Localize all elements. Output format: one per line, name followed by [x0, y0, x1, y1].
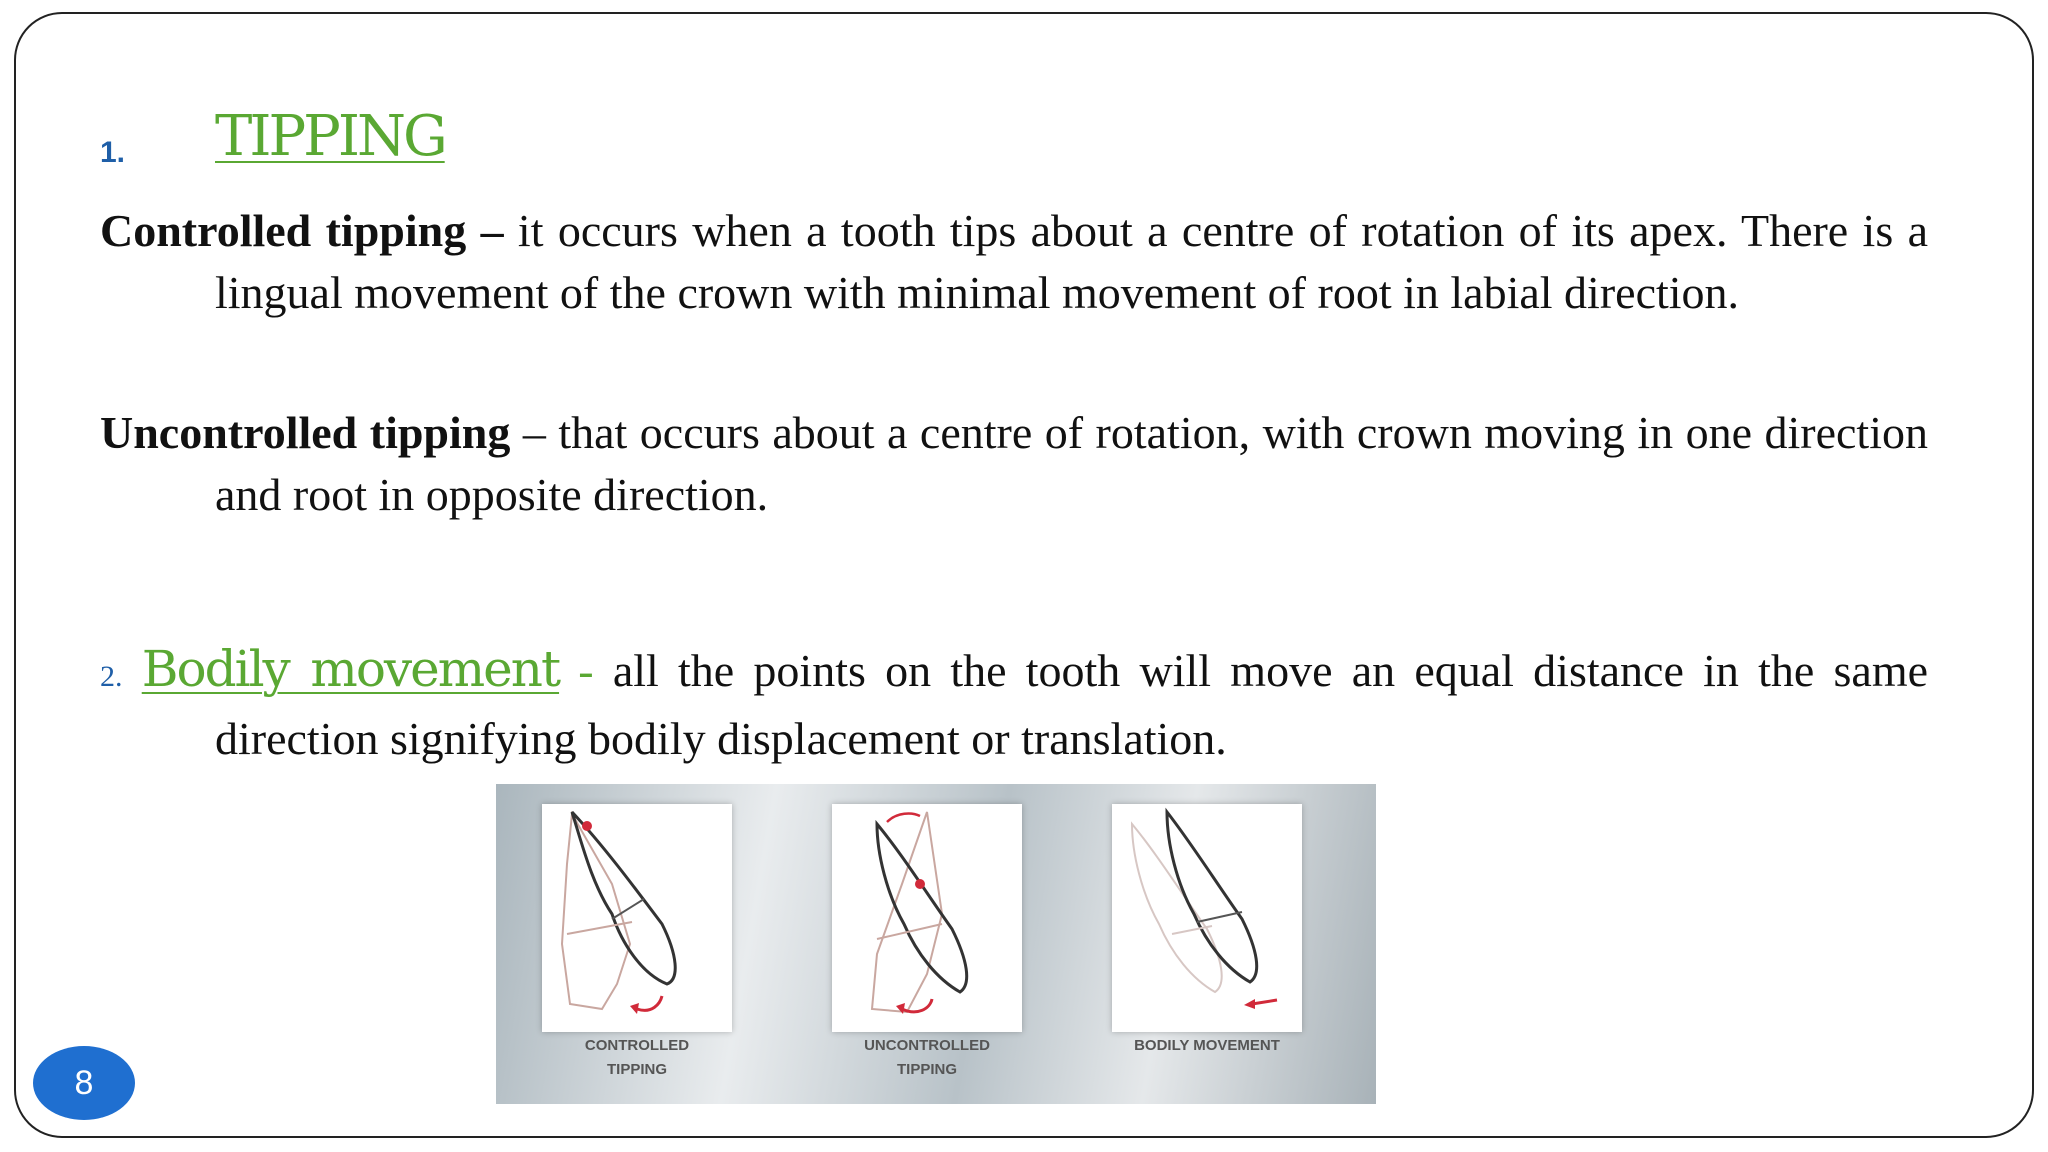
bodily-movement-diagram [1112, 804, 1302, 1032]
controlled-tipping-paragraph [100, 200, 1928, 324]
uncontrolled-tipping-paragraph [100, 402, 1928, 526]
controlled-tipping-term: Controlled tipping – [100, 205, 504, 256]
uncontrolled-tipping-diagram [832, 804, 1022, 1032]
tooth-movement-figure [496, 784, 1376, 1104]
controlled-tipping-caption-line1: CONTROLLED [584, 1037, 690, 1054]
bodily-movement-caption-line1: BODILY MOVEMENT [1134, 1037, 1280, 1054]
uncontrolled-tipping-caption-line2: TIPPING [896, 1061, 957, 1078]
uncontrolled-tipping-caption-line1: UNCONTROLLED [864, 1037, 990, 1054]
controlled-tipping-text: it occurs when a tooth tips about a centre of rotation of its apex. There is a lingual movement of the crown with minimal movement of root in labial direction. [215, 205, 1928, 318]
bodily-movement-paragraph [100, 638, 1928, 770]
section-2-number: 2. [100, 660, 123, 693]
section-1-number: 1. [100, 136, 126, 169]
bodily-movement-text: all the points on the tooth will move an equal distance in the same direction signifying bodily displacement or translation. [215, 645, 1929, 764]
section-2-dash: - [559, 645, 594, 696]
bodily-movement-caption [1107, 1034, 1307, 1058]
section-1-title: TIPPING [215, 104, 445, 169]
controlled-tipping-diagram [542, 804, 732, 1032]
uncontrolled-tipping-caption [827, 1034, 1027, 1082]
controlled-tipping-caption [537, 1034, 737, 1082]
page-number-badge [33, 1046, 135, 1120]
controlled-tipping-panel [542, 804, 732, 1032]
section-2-title: Bodily movement [141, 640, 560, 698]
uncontrolled-tipping-panel [832, 804, 1022, 1032]
uncontrolled-tipping-text: – that occurs about a centre of rotation, with crown moving in one direction and root in opposite direction. [215, 407, 1928, 520]
controlled-tipping-caption-line2: TIPPING [606, 1061, 667, 1078]
bodily-movement-panel [1112, 804, 1302, 1032]
page-number: 8 [74, 1063, 94, 1102]
uncontrolled-tipping-term: Uncontrolled tipping [100, 407, 511, 458]
